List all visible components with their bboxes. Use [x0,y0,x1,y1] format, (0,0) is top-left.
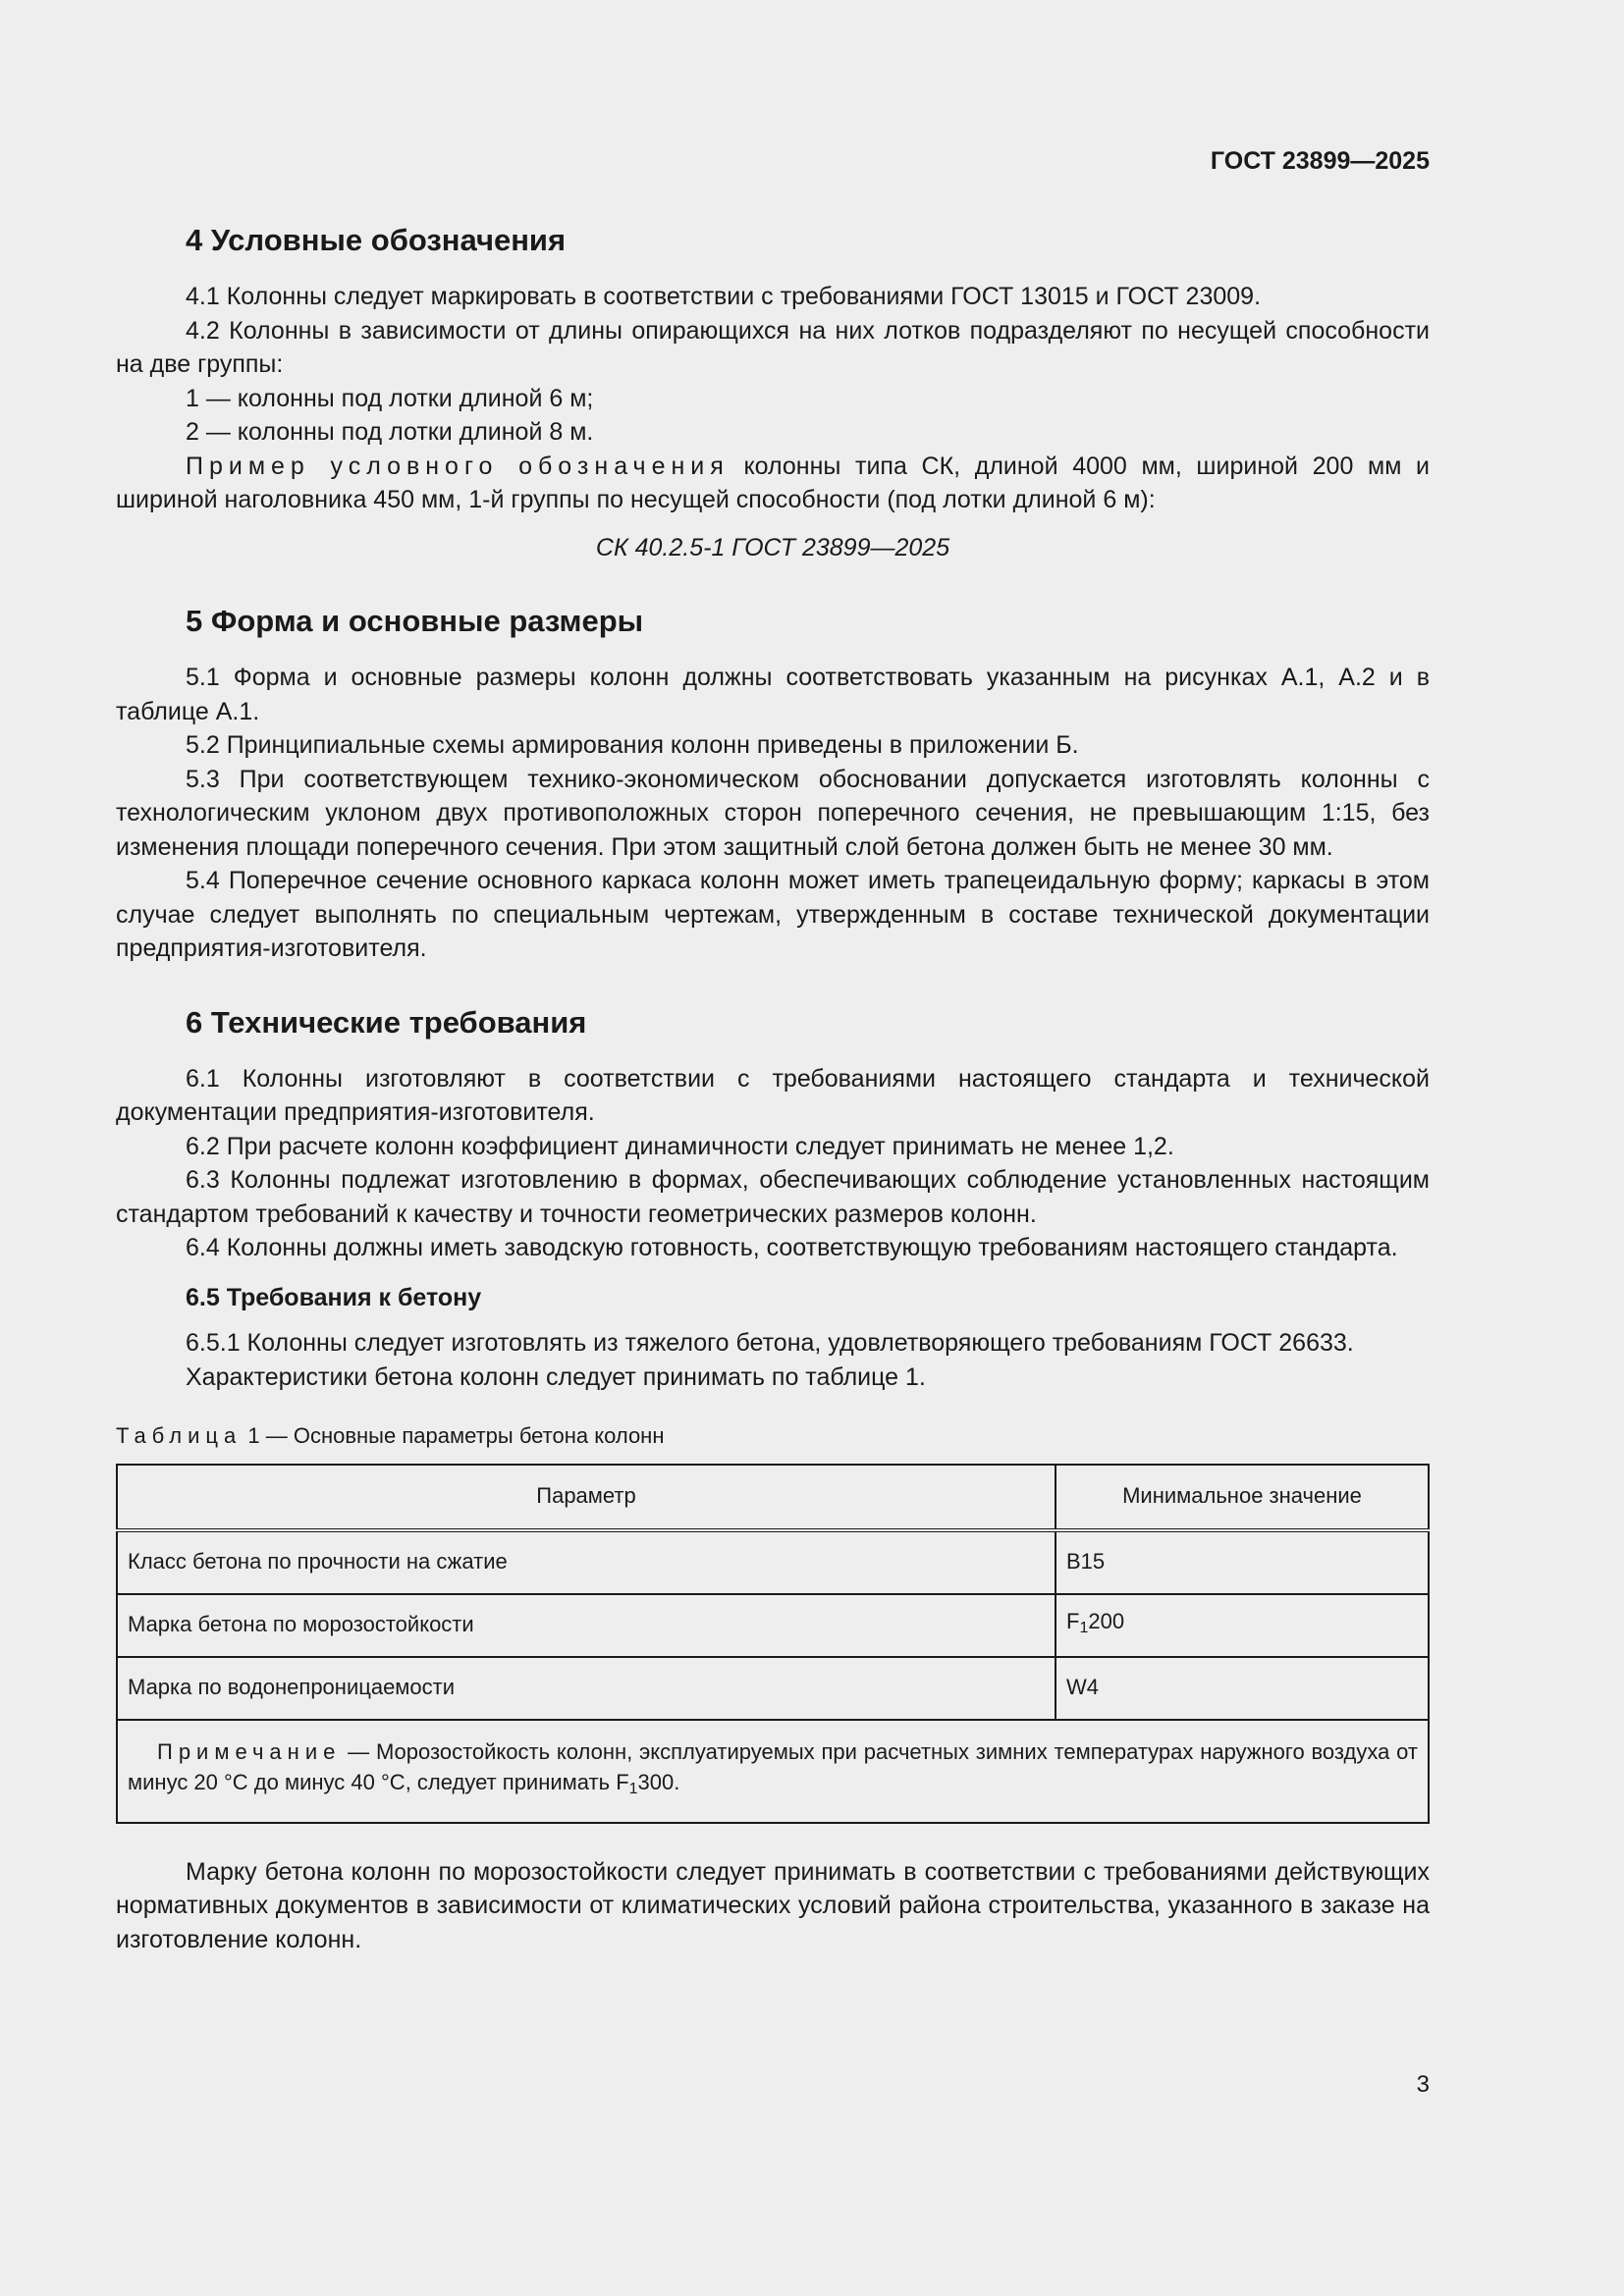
section-5-title: 5 Форма и основные размеры [186,604,644,638]
note-subscript: 1 [628,1780,638,1797]
cell-parameter: Класс бетона по прочности на сжатие [117,1530,1056,1594]
cell-value: W4 [1056,1657,1429,1720]
paragraph-5-3: 5.3 При соответствующем технико-экономическом обосновании допускается изготовлять колонны с технологическим уклоном двух противоположных сторон поперечного сечения, не превышающим 1:15, без изменения площади поперечного сечения. При этом защитный слой бетона должен быть не менее 30 мм. [116,765,1430,861]
page-number: 3 [1416,2071,1430,2098]
table-caption [116,1419,1430,1454]
example-designation: СК 40.2.5-1 ГОСТ 23899—2025 [595,533,950,561]
section-6-title: 6 Технические требования [186,1004,587,1040]
paragraph-5-1: 5.1 Форма и основные размеры колонн должны соответствовать указанным на рисунках А.1, А.2 и в таблице А.1. [116,664,1430,725]
paragraph-6-2: 6.2 При расчете колонн коэффициент динамичности следует принимать не менее 1,2. [186,1132,1174,1160]
paragraph-5-2: 5.2 Принципиальные схемы армирования колонн приведены в приложении Б. [186,731,1079,759]
example-label: Пример условного обозначения [186,452,730,480]
concrete-parameters-table [116,1464,1430,1824]
document-code: ГОСТ 23899—2025 [1210,147,1430,175]
table-row [117,1594,1429,1657]
paragraph-6-3: 6.3 Колонны подлежат изготовлению в формах, обеспечивающих соблюдение установленных настоящим стандартом требований к качеству и точности геометрических размеров колонн. [116,1166,1430,1228]
value-letter: F [1066,1608,1080,1633]
paragraph-6-4: 6.4 Колонны должны иметь заводскую готовность, соответствующую требованиям настоящего стандарта. [186,1234,1398,1261]
paragraph-4-1: 4.1 Колонны следует маркировать в соответствии с требованиями ГОСТ 13015 и ГОСТ 23009. [186,283,1262,310]
note-label: Примечание [157,1738,342,1764]
table-header-row [117,1465,1429,1530]
group-1-item: 1 — колонны под лотки длиной 6 м; [186,384,594,412]
cell-parameter: Марка по водонепроницаемости [117,1657,1056,1720]
example-paragraph [116,450,1430,517]
paragraph-4-2: 4.2 Колонны в зависимости от длины опирающихся на них лотков подразделяют по несущей способности на две группы: [116,316,1430,378]
table-caption-label: Таблица [116,1423,243,1448]
page-content [116,221,1430,1956]
paragraph-characteristics: Характеристики бетона колонн следует принимать по таблице 1. [186,1362,926,1391]
group-2-item: 2 — колонны под лотки длиной 8 м. [186,418,594,446]
paragraph-6-5-1: 6.5.1 Колонны следует изготовлять из тяжелого бетона, удовлетворяющего требованиям ГОСТ 26633. [186,1329,1354,1357]
note-text: — Морозостойкость колонн, эксплуатируемых при расчетных зимних температурах наружного воздуха от минус 20 °С до минус 40 °С, следует принимать F [128,1738,1418,1794]
column-header-parameter: Параметр [117,1465,1056,1530]
table-note [117,1720,1429,1823]
table-row [117,1530,1429,1594]
paragraph-5-4: 5.4 Поперечное сечение основного каркаса колонн может иметь трапецеидальную форму; каркасы в этом случае следует выполнять по специальным чертежам, утвержденным в составе технической документации предприятия-изготовителя. [116,867,1430,962]
table-caption-text: 1 — Основные параметры бетона колонн [242,1423,665,1448]
paragraph-6-1: 6.1 Колонны изготовляют в соответствии с требованиями настоящего стандарта и технической документации предприятия-изготовителя. [116,1064,1430,1126]
closing-paragraph: Марку бетона колонн по морозостойкости следует принимать в соответствии с требованиями действующих нормативных документов в зависимости от климатических условий района строительства, указанного в заказе на изготовление колонн. [116,1857,1430,1953]
cell-value [1056,1594,1429,1657]
section-4-title: 4 Условные обозначения [186,223,567,257]
table-row [117,1657,1429,1720]
value-number: 200 [1088,1608,1125,1633]
cell-value: B15 [1056,1530,1429,1594]
example-text: колонны типа СК, длиной 4000 мм, шириной 200 мм и шириной наголовника 450 мм, 1-й группы по несущей способности (под лотки длиной 6 м): [116,452,1430,513]
cell-parameter: Марка бетона по морозостойкости [117,1594,1056,1657]
subsection-6-5-title: 6.5 Требования к бетону [186,1283,482,1311]
table-note-row [117,1720,1429,1823]
note-tail: 300. [637,1769,680,1794]
value-subscript: 1 [1079,1619,1089,1636]
column-header-min-value: Минимальное значение [1056,1465,1429,1530]
